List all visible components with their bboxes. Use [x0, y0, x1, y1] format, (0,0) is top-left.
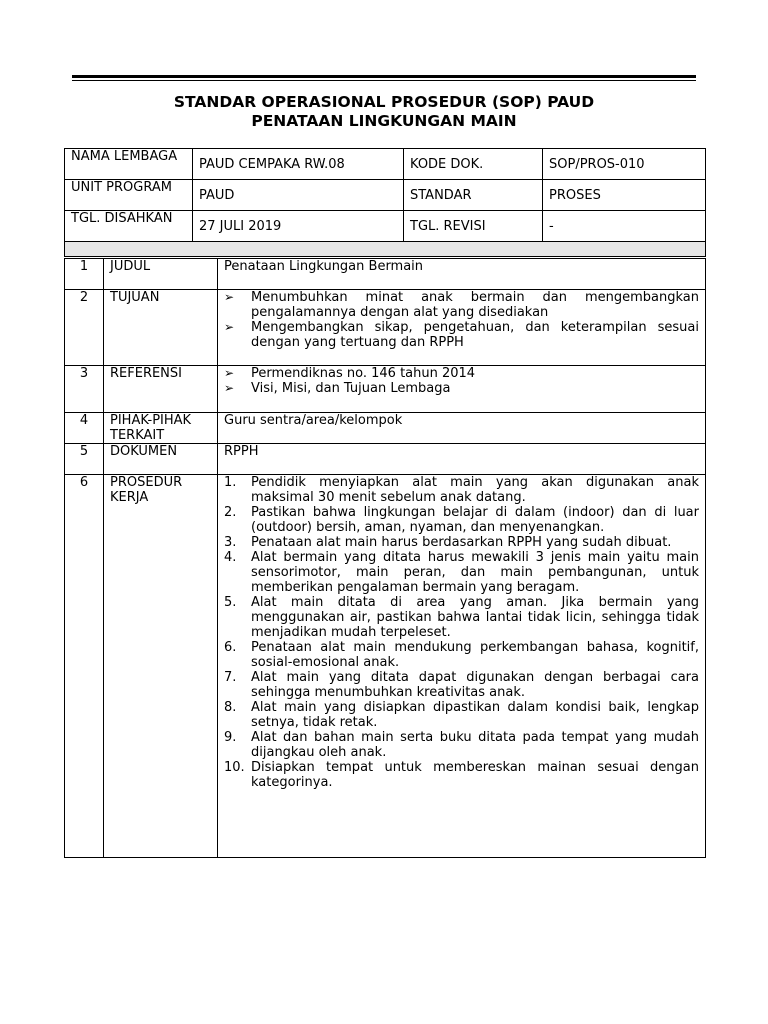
header-row-lembaga [65, 149, 706, 180]
content-table [64, 258, 706, 858]
prosedur-list [224, 475, 699, 790]
header-spacer-row [65, 242, 706, 257]
row-prosedur [65, 475, 706, 858]
header-value: 27 JULI 2019 [193, 211, 404, 242]
header-row-unit [65, 180, 706, 211]
pihak-text: Guru sentra/area/kelompok [218, 413, 706, 444]
list-item: ➢ Mengembangkan sikap, pengetahuan, dan keterampilan sesuai dengan yang tertuang dan RPPH [224, 320, 699, 350]
header-value: PAUD [193, 180, 404, 211]
list-item: ➢ Visi, Misi, dan Tujuan Lembaga [224, 381, 699, 396]
row-number: 2 [65, 290, 104, 366]
list-item: 7. Alat main yang ditata dapat digunakan dengan berbagai cara sehingga menumbuhkan kreativitas anak. [224, 670, 699, 700]
header-label: TGL. DISAHKAN [65, 211, 193, 242]
list-item: 9. Alat dan bahan main serta buku ditata pada tempat yang mudah dijangkau oleh anak. [224, 730, 699, 760]
row-tujuan [65, 290, 706, 366]
row-label: PROSEDUR KERJA [104, 475, 218, 858]
list-item: 10. Disiapkan tempat untuk membereskan mainan sesuai dengan kategorinya. [224, 760, 699, 790]
row-label: JUDUL [104, 259, 218, 290]
header-row-tanggal [65, 211, 706, 242]
row-number: 5 [65, 444, 104, 475]
header-value: - [543, 211, 706, 242]
header-table [64, 148, 706, 257]
header-label: KODE DOK. [404, 149, 543, 180]
top-rule-thick [72, 75, 696, 78]
row-label: TUJUAN [104, 290, 218, 366]
row-judul [65, 259, 706, 290]
list-item: 4. Alat bermain yang ditata harus mewakili 3 jenis main yaitu main sensorimotor, main peran, dan main pembangunan, untuk memberikan pengalaman bermain yang beragam. [224, 550, 699, 595]
row-label: PIHAK-PIHAK TERKAIT [104, 413, 218, 444]
header-value: SOP/PROS-010 [543, 149, 706, 180]
list-item: 3. Penataan alat main harus berdasarkan RPPH yang sudah dibuat. [224, 535, 672, 550]
list-item: ➢ Permendiknas no. 146 tahun 2014 [224, 366, 699, 381]
header-value: PAUD CEMPAKA RW.08 [193, 149, 404, 180]
document-title [64, 93, 704, 131]
list-item: 1. Pendidik menyiapkan alat main yang akan digunakan anak maksimal 30 menit sebelum anak datang. [224, 475, 699, 505]
header-label: UNIT PROGRAM [65, 180, 193, 211]
row-number: 6 [65, 475, 104, 858]
header-label: STANDAR [404, 180, 543, 211]
row-number: 3 [65, 366, 104, 413]
title-line-2: PENATAAN LINGKUNGAN MAIN [251, 112, 517, 130]
list-item: ➢ Menumbuhkan minat anak bermain dan mengembangkan pengalamannya dengan alat yang disediakan [224, 290, 699, 320]
row-number: 4 [65, 413, 104, 444]
dokumen-text: RPPH [218, 444, 706, 475]
header-label: NAMA LEMBAGA [65, 149, 193, 180]
list-item: 2. Pastikan bahwa lingkungan belajar di dalam (indoor) dan di luar (outdoor) bersih, aman, nyaman, dan menyenangkan. [224, 505, 699, 535]
top-rule-thin [72, 80, 696, 81]
row-dokumen [65, 444, 706, 475]
referensi-list [224, 366, 699, 396]
row-number: 1 [65, 259, 104, 290]
title-line-1: STANDAR OPERASIONAL PROSEDUR (SOP) PAUD [173, 93, 595, 111]
list-item: 5. Alat main ditata di area yang aman. Jika bermain yang menggunakan air, pastikan bahwa lantai tidak licin, sehingga tidak menjadikan mudah terpeleset. [224, 595, 699, 640]
header-value: PROSES [543, 180, 706, 211]
judul-text: Penataan Lingkungan Bermain [218, 259, 706, 290]
row-referensi [65, 366, 706, 413]
list-item: 6. Penataan alat main mendukung perkembangan bahasa, kognitif, sosial-emosional anak. [224, 640, 699, 670]
row-label: DOKUMEN [104, 444, 218, 475]
row-pihak [65, 413, 706, 444]
row-label: REFERENSI [104, 366, 218, 413]
list-item: 8. Alat main yang disiapkan dipastikan dalam kondisi baik, lengkap setnya, tidak retak. [224, 700, 699, 730]
header-label: TGL. REVISI [404, 211, 543, 242]
tujuan-list [224, 290, 699, 350]
